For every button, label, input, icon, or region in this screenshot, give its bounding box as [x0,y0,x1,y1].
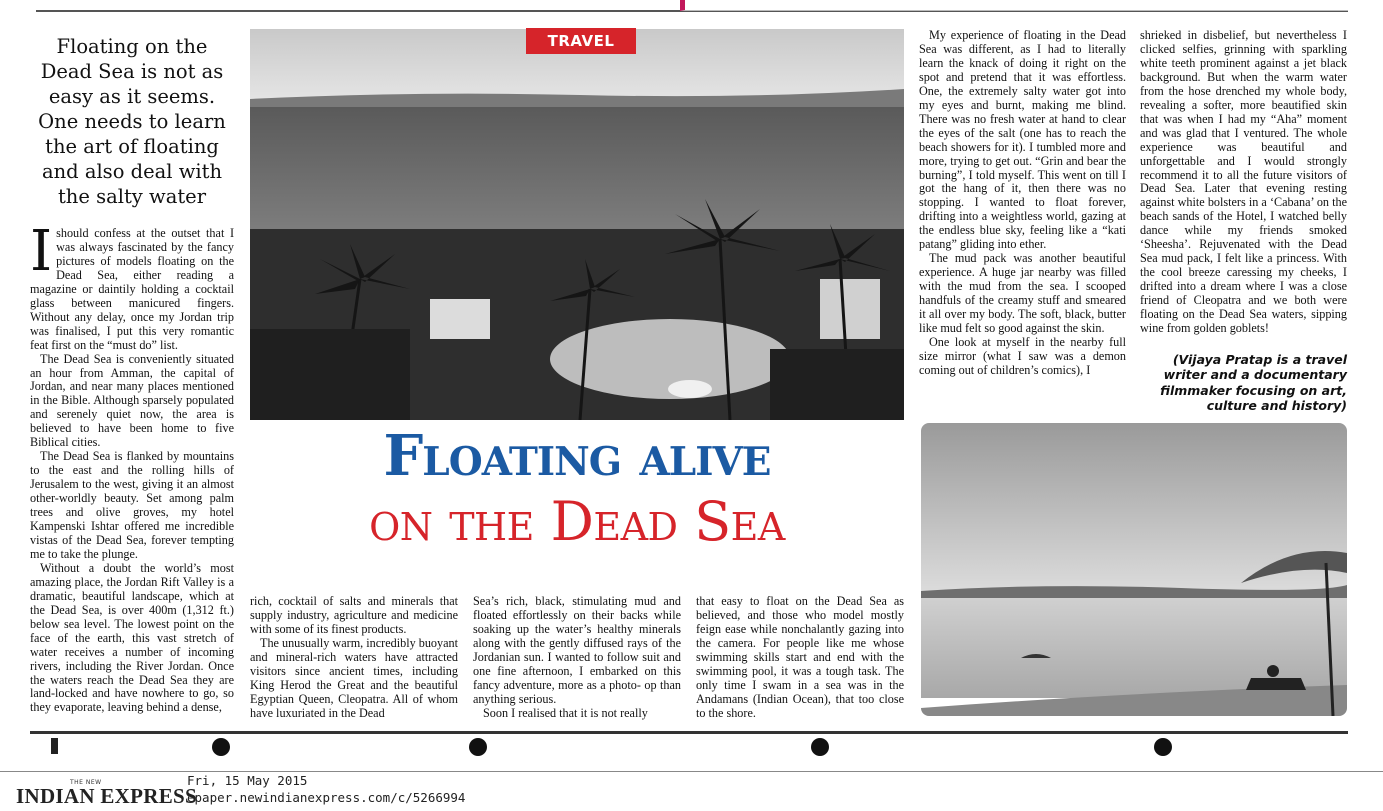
article-column-1 [30,219,234,715]
bottom-rule [30,731,1348,734]
paragraph: Sea’s rich, black, stimulating mud and floated effortlessly on their backs while soaking up the water’s healthy minerals along with the gently diffused rays of the Jordanian sun. I wanted to follow suit and one fine afternoon, I embarked on this fancy adventure, more as a photo- op than anything serious. [473,594,681,706]
resort-palm-image [250,29,904,420]
paragraph: that easy to float on the Dead Sea as believed, and those who model mostly feign ease while nonchalantly gazing into the camera. For people like me whose swimming skills start and end with the swimming pool, it was a tough task. The only time I swam in a sea was in the Andamans (Indian Ocean), that too close to the shore. [696,594,904,720]
paragraph: My experience of floating in the Dead Sea was different, as I had to literally learn the knack of doing it right on the spot and pretend that it was effortless. One, the extremely salty water got into my eyes and burnt, making me blind. There was no fresh water at hand to clear the eyes of the salt (one has to reach the beach showers for it). I tumbled more and more, trying to get out. “Grin and bear the burning”, I told myself. This went on till I got the hang of it, then there was no stopping. I wanted to float forever, drifting into a weightless world, gazing at the endless blue sky, feeling like a “kati patang” gliding into ether. [919,28,1126,252]
masthead-logo: INDIAN EXPRESS [16,784,197,808]
headline-line-1: Floating alive [383,423,771,489]
main-photo-resort [250,29,904,420]
masthead-small: THE NEW [70,779,102,786]
paragraph: Soon I realised that it is not really [483,705,648,720]
footer-date: Fri, 15 May 2015 [187,773,308,788]
footer-divider [0,771,1383,772]
article-column-2 [250,595,458,721]
footer-url[interactable]: epaper.newindianexpress.com/c/5266994 [187,790,466,805]
article-column-6 [1140,29,1347,336]
headline [250,420,904,552]
paragraph-1: Ishould confess at the outset that I was always fascinated by the fancy pictures of models floating on the Dead Sea, either reading a magazine or daintily holding a cocktail glass between manicured fingers. Without any delay, once my Jordan trip was finalised, I put this very romantic feat first on the “must do” list. [30,219,234,352]
paragraph: The unusually warm, incredibly buoyant and mineral-rich waters have attracted visitors since ancient times, including King Herod the Great and the beautiful Egyptian Queen, Cleopatra. All of whom have luxuriated in the Dead [250,635,458,720]
section-tag-travel: TRAVEL [526,28,636,54]
binding-dot [811,738,829,756]
paragraph: The Dead Sea is conveniently situated an hour from Amman, the capital of Jordan, and near many places mentioned in the Bible. Although sparsely populated and serenely quiet now, the area is believed to have been home to five Biblical cities. [30,351,234,450]
binding-dot [212,738,230,756]
binding-dot [1154,738,1172,756]
article-column-3 [473,595,681,721]
drop-cap: I [30,219,53,284]
beach-umbrella-image [921,423,1347,716]
top-banner-box [680,0,1348,11]
paragraph: rich, cocktail of salts and minerals that supply industry, agriculture and medicine with some of its finest products. [250,594,458,636]
article-column-4 [696,595,904,721]
paragraph: shrieked in disbelief, but nevertheless I clicked selfies, grinning with sparkling white teeth prominent against a jet black background. But when the warm water from the hose drenched my whole body, revealing a softer, more beautified skin that was when I had my “Aha” moment and was glad that I ventured. The whole experience was beautiful and unforgettable and I would strongly recommend it to all the future visitors of Dead Sea. Later that evening resting against white bolsters in a ‘Cabana’ on the beach sands of the Hotel, I watched belly dance while my friends smoked ‘Sheesha’. Rejuvenated with the Dead Sea mud pack, I felt like a princess. With the cool breeze caressing my cheeks, I drifted into a dream where I was a close friend of Cleopatra and we both were floating on the Dead Sea waters, sipping wine from golden goblets! [1140,28,1347,336]
bottom-marker [51,738,58,754]
paragraph: Without a doubt the world’s most amazing place, the Jordan Rift Valley is a dramatic, beautiful landscape, which at the Dead Sea, is over 400m (1,312 ft.) below sea level. The lowest point on the face of the earth, this vast stretch of water receives a number of incoming rivers, including the River Jordan. Once the waters reach the Dead Sea they are land-locked and have nowhere to go, so they evaporate, leaving behind a dense, [30,560,234,715]
footer [0,771,1383,811]
headline-line-2: on the Dead Sea [369,490,785,553]
side-photo-beach [921,423,1347,716]
paragraph: The Dead Sea is flanked by mountains to the east and the rolling hills of Jerusalem to the west, giving it an almost other-worldly beauty. Set among palm trees and olive groves, my hotel Kampenski Ishtar offered me incredible vistas of the Dead Sea, forever tempting me to take the plunge. [30,449,234,561]
paragraph: One look at myself in the nearby full size mirror (what I saw was a demon coming out of children’s comics), I [919,334,1126,377]
paragraph: The mud pack was another beautiful experience. A huge jar nearby was filled with the mud from the sea. I scooped handfuls of the creamy stuff and smeared it all over my body. The soft, black, butter like mud felt so good against the skin. [919,251,1126,336]
article-column-5 [919,29,1126,378]
author-credit: (Vijaya Pratap is a travel writer and a documentary filmmaker focusing on art, culture and history) [1160,352,1347,414]
binding-dot [469,738,487,756]
article-deck: Floating on the Dead Sea is not as easy as it seems. One needs to learn the art of floating and also deal with the salty water [38,35,226,208]
